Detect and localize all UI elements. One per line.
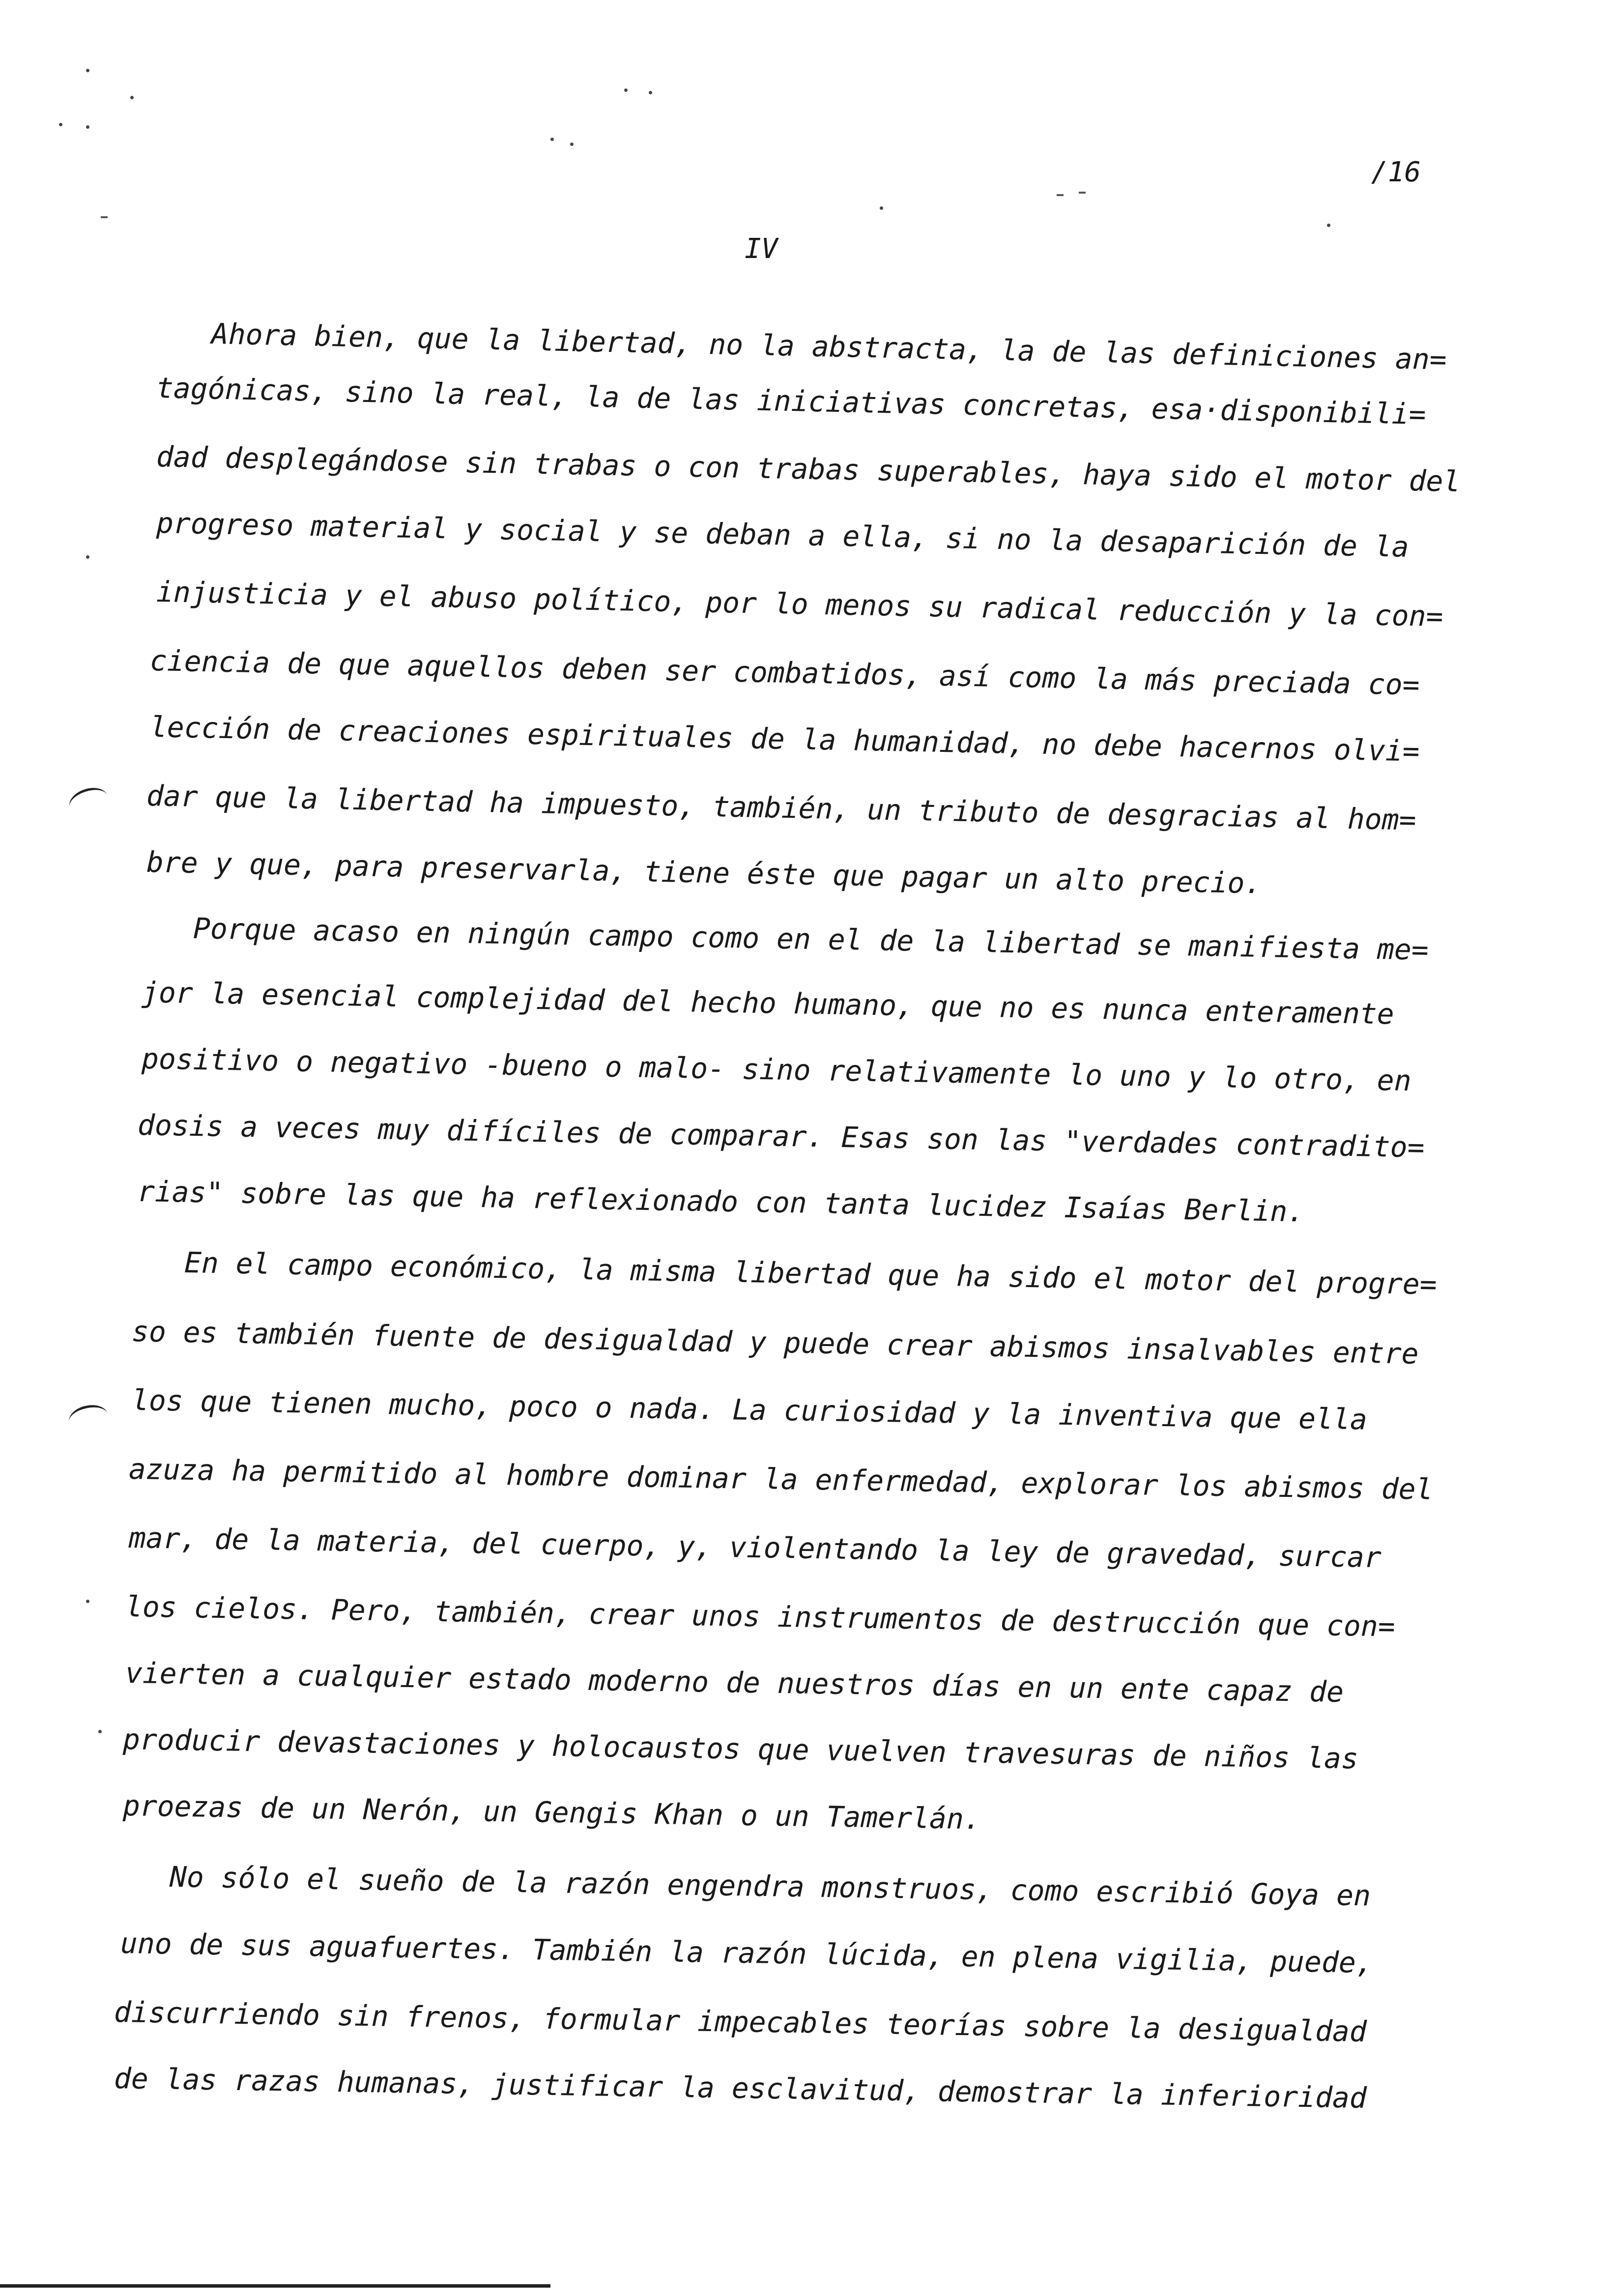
scan-speck — [86, 125, 89, 129]
text-line: lección de creaciones espirituales de la humanidad, no debe hacernos olvi= — [149, 710, 1420, 768]
text-line: En el campo económico, la misma libertad que ha sido el motor del progre= — [184, 1246, 1438, 1301]
scan-speck — [880, 206, 883, 210]
scan-speck — [86, 1600, 89, 1603]
text-line: jor la esencial complejidad del hecho humano, que no es nunca enteramente — [141, 976, 1395, 1031]
margin-mark — [66, 783, 111, 819]
text-line: injusticia y el abuso político, por lo menos su radical reducción y la con= — [156, 575, 1444, 633]
scan-dash — [1057, 194, 1064, 196]
scan-speck — [86, 69, 89, 72]
scan-speck — [1327, 224, 1330, 227]
text-line: No sólo el sueño de la razón engendra monstruos, como escribió Goya en — [169, 1860, 1371, 1913]
scan-speck — [86, 555, 89, 559]
scan-speck — [98, 1730, 102, 1733]
text-line: positivo o negativo -bueno o malo- sino relativamente lo uno y lo otro, en — [141, 1042, 1412, 1098]
text-line: dosis a veces muy difíciles de comparar. Esas son las "verdades contradito= — [137, 1108, 1425, 1164]
page-number: /16 — [1371, 156, 1421, 188]
text-line: azuza ha permitido al hombre dominar la enfermedad, explorar los abismos del — [128, 1452, 1434, 1506]
scan-speck — [570, 143, 574, 146]
text-line: discurriendo sin frenos, formular impecables teorías sobre la desigualdad — [114, 1995, 1367, 2049]
scan-speck — [59, 123, 62, 126]
text-line: progreso material y social y se deban a ella, si no la desaparición de la — [156, 506, 1410, 564]
text-line: Porque acaso en ningún campo como en el de la libertad se manifiesta me= — [193, 912, 1429, 967]
text-line: proezas de un Nerón, un Gengis Khan o un Tamerlán. — [122, 1789, 981, 1836]
scan-speck — [649, 91, 652, 94]
text-line: los cielos. Pero, también, crear unos instrumentos de destrucción que con= — [125, 1590, 1396, 1643]
text-line: ciencia de que aquellos deben ser combatidos, así como la más preciada co= — [149, 644, 1420, 702]
text-line: tagónicas, sino la real, la de las iniciativas concretas, esa·disponibili= — [156, 371, 1427, 431]
text-line: producir devastaciones y holocaustos que vuelven travesuras de niños las — [122, 1722, 1359, 1776]
text-line: de las razas humanas, justificar la esclavitud, demostrar la inferioridad — [114, 2062, 1367, 2115]
text-line: uno de sus aguafuertes. También la razón lúcida, en plena vigilia, puede, — [120, 1926, 1374, 1980]
text-line: mar, de la materia, del cuerpo, y, violentando la ley de gravedad, surcar — [128, 1521, 1382, 1575]
scan-dash — [1079, 192, 1086, 194]
text-line: dar que la libertad ha impuesto, también, un tributo de desgracias al hom= — [146, 779, 1417, 837]
text-line: bre y que, para preservarla, tiene éste que pagar un alto precio. — [146, 845, 1262, 900]
text-line: dad desplegándose sin trabas o con trabas superables, haya sido el motor del — [156, 440, 1461, 498]
text-line: Ahora bien, que la libertad, no la abstracta, la de las definiciones an= — [211, 317, 1447, 376]
text-line: rias" sobre las que ha reflexionado con tanta lucidez Isaías Berlin. — [137, 1175, 1305, 1229]
scan-dash — [101, 216, 108, 218]
scan-speck — [550, 138, 554, 141]
text-line: vierten a cualquier estado moderno de nuestros días en un ente capaz de — [125, 1656, 1344, 1709]
text-line: so es también fuente de desigualdad y puede crear abismos insalvables entre — [131, 1315, 1419, 1371]
scan-speck — [130, 96, 134, 99]
bottom-rule — [0, 2284, 550, 2288]
scan-speck — [624, 88, 628, 92]
section-heading: IV — [745, 233, 778, 265]
text-line: los que tienen mucho, poco o nada. La curiosidad y la inventiva que ella — [131, 1383, 1368, 1436]
margin-mark — [67, 1402, 111, 1435]
